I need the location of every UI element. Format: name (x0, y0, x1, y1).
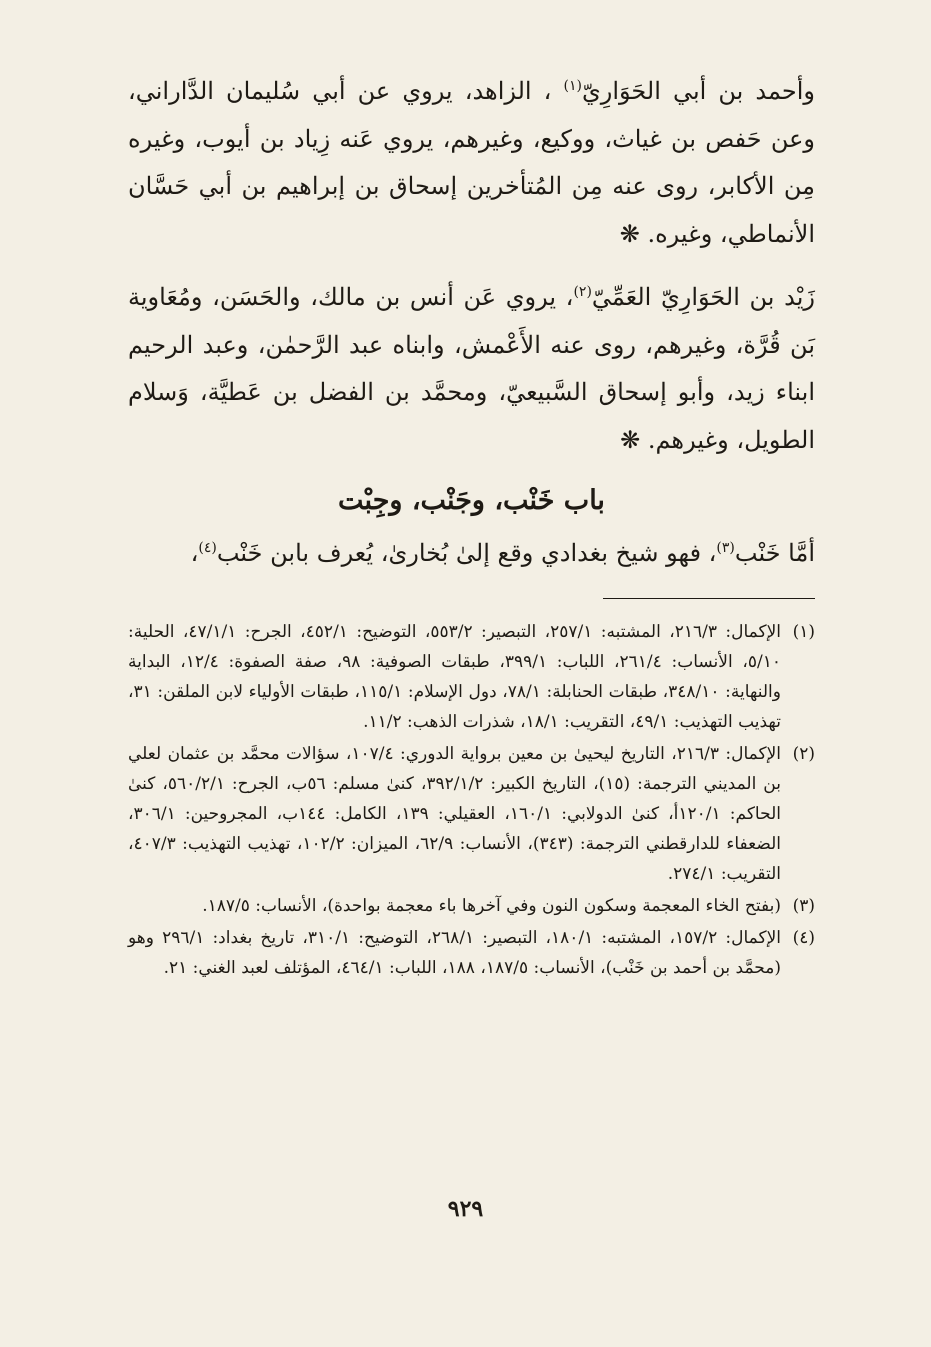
entry-body: ، الزاهد، يروي عن أبي سُليمان الدَّاراني، وعن حَفص بن غياث، ووكيع، وغيرهم، يروي عَنه زِياد بن أيوب، وغيره مِن الأكابر، روى عنه مِن المُتأخرين إسحاق بن إبراهيم بن أبي حَسَّان الأنماطي، وغيره. ❋ (128, 77, 815, 248)
footnote-text: (بفتح الخاء المعجمة وسكون النون وفي آخرها باء معجمة بواحدة)، الأنساب: ١٨٧/٥. (202, 895, 781, 916)
footnote-number: (٣) (792, 895, 815, 916)
entry-zayd-ibn-al-hawari (128, 274, 815, 464)
footnote-number: (١) (792, 621, 815, 642)
footnote-number: (٢) (792, 743, 815, 764)
entry-title: أمَّا خَنْب (734, 539, 815, 567)
entry-ahmad-ibn-abi-al-hawari (128, 68, 815, 258)
entry-body-end: ، (190, 539, 199, 567)
main-text (128, 68, 815, 578)
footnote-text: الإكمال: ٢١٦/٣، التاريخ ليحيىٰ بن معين برواية الدوري: ١٠٧/٤، سؤالات محمَّد بن عثمان لعلي بن المديني الترجمة: (١٥)، التاريخ الكبير: ٣٩٢/١/٢، كنىٰ مسلم: ٥٦ب، الجرح: ٥٦٠/٢/١، كنىٰ الحاكم: ١٢٠/١أ، كنىٰ الدولابي: ١٦٠/١، العقيلي: ١٣٩، الكامل: ١٤٤ب، المجروحين: ٣٠٦/١، الضعفاء للدارقطني الترجمة: (٣٤٣)، الأنساب: ٦٢/٩، الميزان: ١٠٢/٢، تهذيب التهذيب: ٤٠٧/٣، التقريب: ٢٧٤/١. (128, 743, 781, 884)
entry-title: وأحمد بن أبي الحَوَارِيّ (581, 77, 815, 105)
entry-title: زَيْد بن الحَوَارِيّ العَمِّيّ (591, 283, 815, 311)
footnotes (128, 617, 815, 983)
footnote-ref[interactable]: (٤) (198, 540, 217, 556)
footnote-ref[interactable]: (١) (563, 78, 582, 94)
footnote-text: الإكمال: ٢١٦/٣، المشتبه: ٢٥٧/١، التبصير: ٥٥٣/٢، التوضيح: ٤٥٢/١، الجرح: ٤٧/١/١، الحلية: ٥/١٠، الأنساب: ٢٦١/٤، اللباب: ٣٩٩/١، طبقات الصوفية: ٩٨، صفة الصفوة: ١٢/٤، البداية والنهاية: ٣٤٨/١٠، طبقات الحنابلة: ٧٨/١، دول الإسلام: ١١٥/١، طبقات الأولياء لابن الملقن: ٣١، تهذيب التهذيب: ٤٩/١، التقريب: ١٨/١، شذرات الذهب: ١١/٢. (128, 621, 781, 732)
chapter-heading: باب خَنْب، وجَنْب، وجِبْت (338, 485, 605, 516)
page-number: ٩٢٩ (447, 1196, 484, 1222)
footnote-number: (٤) (792, 927, 815, 948)
footnote-ref[interactable]: (٢) (573, 284, 592, 300)
footnote-separator (603, 598, 815, 599)
footnote-3 (128, 891, 815, 921)
footnote-ref[interactable]: (٣) (716, 540, 735, 556)
footnote-4 (128, 923, 815, 983)
entry-body: ، يروي عَن أنس بن مالك، والحَسَن، ومُعَاوية بَن قُرَّة، وغيرهم، روى عنه الأَعْمش، وابناه عبد الرَّحمٰن، وعبد الرحيم ابناء زيد، وأبو إسحاق السَّبيعيّ، ومحمَّد بن الفضل بن عَطيَّة، وَسلام الطويل، وغيرهم. ❋ (128, 283, 815, 454)
footnote-1 (128, 617, 815, 737)
entry-khanb (128, 530, 815, 578)
footnote-2 (128, 739, 815, 889)
entry-body: ، فهو شيخ بغدادي وقع إلىٰ بُخارىٰ، يُعرف بابن خَنْب (216, 539, 717, 567)
footnote-text: الإكمال: ١٥٧/٢، المشتبه: ١٨٠/١، التبصير: ٢٦٨/١، التوضيح: ٣١٠/١، تاريخ بغداد: ٢٩٦/١ وهو (محمَّد بن أحمد بن خَنْب)، الأنساب: ١٨٧/٥، ١٨٨، اللباب: ٤٦٤/١، المؤتلف لعبد الغني: ٢١. (128, 927, 781, 978)
